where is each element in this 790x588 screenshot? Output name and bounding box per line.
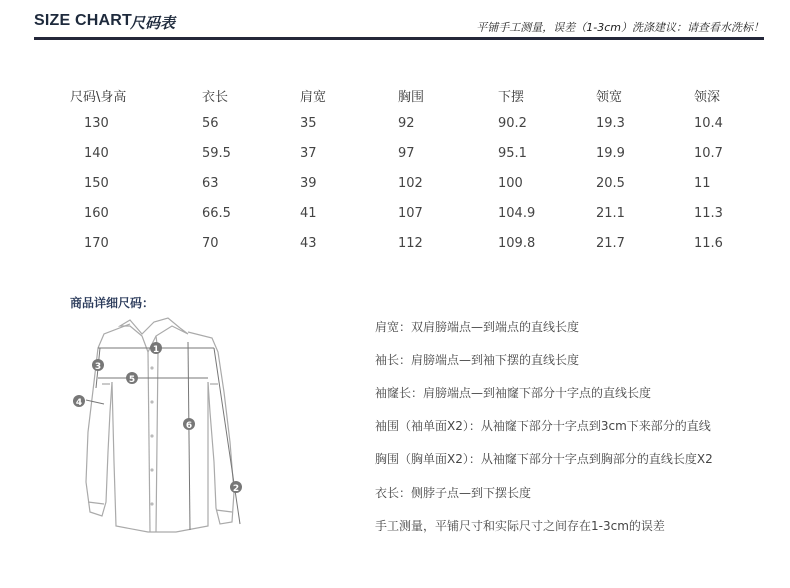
marker-3-label: 3 — [94, 362, 102, 372]
description-measurement-error: 手工测量，平铺尺寸和实际尺寸之间存在1-3cm的误差 — [375, 519, 665, 533]
table-cell: 10.7 — [694, 146, 723, 161]
table-cell: 70 — [202, 236, 219, 251]
marker-2 — [230, 481, 242, 494]
table-cell: 130 — [84, 116, 109, 131]
table-cell: 11 — [694, 176, 711, 191]
table-cell: 150 — [84, 176, 109, 191]
table-cell: 19.3 — [596, 116, 625, 131]
table-cell: 20.5 — [596, 176, 625, 191]
table-row — [62, 230, 762, 260]
marker-1-label: 1 — [152, 345, 160, 355]
table-cell: 35 — [300, 116, 317, 131]
column-header: 肩宽 — [300, 90, 327, 105]
marker-6-label: 6 — [185, 421, 193, 431]
marker-1 — [150, 342, 162, 355]
table-cell: 19.9 — [596, 146, 625, 161]
marker-2-label: 2 — [232, 484, 240, 494]
page-title: SIZE CHART — [34, 12, 132, 29]
table-cell: 102 — [398, 176, 423, 191]
table-cell: 11.6 — [694, 236, 723, 251]
table-cell: 63 — [202, 176, 219, 191]
table-cell: 95.1 — [498, 146, 527, 161]
header — [0, 0, 790, 40]
description-sleeve-circumference: 袖围（袖单面X2）：从袖窿下部分十字点到3cm下来部分的直线 — [375, 419, 711, 433]
measurement-note: 平铺手工测量，误差（1-3cm）洗涤建议：请查看水洗标！ — [476, 21, 764, 34]
marker-4-label: 4 — [75, 398, 83, 408]
table-cell: 66.5 — [202, 206, 231, 221]
marker-5-label: 5 — [128, 375, 136, 385]
header-divider — [34, 37, 764, 40]
table-cell: 39 — [300, 176, 317, 191]
column-header: 下摆 — [498, 90, 525, 105]
shirt-measurement-diagram — [64, 312, 264, 542]
table-cell: 140 — [84, 146, 109, 161]
table-row — [62, 200, 762, 230]
description-sleeve-length: 袖长：肩膀端点—到袖下摆的直线长度 — [375, 353, 580, 367]
table-cell: 97 — [398, 146, 415, 161]
table-cell: 170 — [84, 236, 109, 251]
table-header-row — [62, 80, 762, 110]
table-cell: 41 — [300, 206, 317, 221]
table-cell: 160 — [84, 206, 109, 221]
table-row — [62, 140, 762, 170]
table-cell: 109.8 — [498, 236, 536, 251]
table-cell: 56 — [202, 116, 219, 131]
table-cell: 37 — [300, 146, 317, 161]
column-header: 胸围 — [398, 90, 425, 105]
marker-3 — [92, 359, 104, 372]
table-cell: 100 — [498, 176, 523, 191]
column-header: 领宽 — [596, 90, 623, 105]
column-header: 衣长 — [202, 90, 229, 105]
description-garment-length: 衣长：侧脖子点—到下摆长度 — [375, 486, 532, 500]
table-row — [62, 170, 762, 200]
description-armhole-length: 袖窿长：肩膀端点—到袖窿下部分十字点的直线长度 — [375, 386, 652, 400]
column-header: 领深 — [694, 90, 721, 105]
table-cell: 21.1 — [596, 206, 625, 221]
marker-5 — [126, 372, 138, 385]
page-title-cn: 尺码表 — [130, 14, 176, 32]
detail-section-title: 商品详细尺码： — [70, 296, 155, 310]
table-cell: 92 — [398, 116, 415, 131]
description-shoulder-width: 肩宽：双肩膀端点—到端点的直线长度 — [375, 320, 580, 334]
table-cell: 59.5 — [202, 146, 231, 161]
marker-4 — [73, 395, 85, 408]
table-cell: 104.9 — [498, 206, 536, 221]
column-header: 尺码\身高 — [70, 90, 127, 105]
table-row — [62, 110, 762, 140]
table-cell: 43 — [300, 236, 317, 251]
table-cell: 21.7 — [596, 236, 625, 251]
table-cell: 11.3 — [694, 206, 723, 221]
marker-6 — [183, 418, 195, 431]
table-cell: 10.4 — [694, 116, 723, 131]
table-cell: 112 — [398, 236, 423, 251]
size-table — [62, 80, 762, 260]
shirt-buttons — [150, 366, 153, 505]
table-cell: 107 — [398, 206, 423, 221]
description-chest-circumference: 胸围（胸单面X2）：从袖窿下部分十字点到胸部分的直线长度X2 — [375, 452, 713, 466]
table-cell: 90.2 — [498, 116, 527, 131]
